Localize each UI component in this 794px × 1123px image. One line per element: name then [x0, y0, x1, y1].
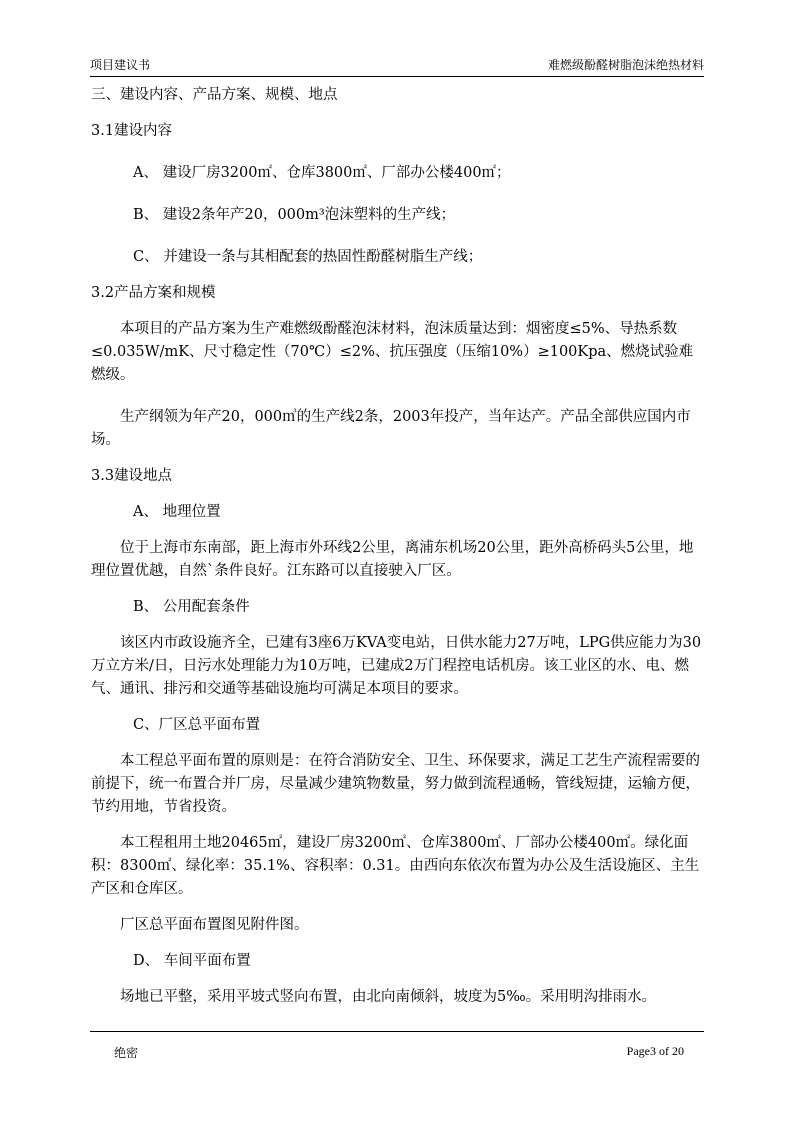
section-3-title: 三、建设内容、产品方案、规模、地点: [91, 87, 338, 103]
header-doc-type: 项目建议书: [90, 58, 151, 72]
section-3-1-item-b: B、 建设2条年产20，000m³泡沫塑料的生产线；: [133, 207, 456, 223]
page-header: [90, 54, 704, 77]
section-3-1-item-a: A、 建设厂房3200㎡、仓库3800㎡、厂部办公楼400㎡；: [133, 165, 511, 181]
section-3-3-c-text-1: 本工程总平面布置的原则是：在符合消防安全、卫生、环保要求，满足工艺生产流程需要的前提下，统一布置合并厂房，尽量减少建筑物数量，努力做到流程通畅，管线短捷，运输方便，节约用地，节省投资。: [91, 753, 700, 815]
section-3-2-paragraph-1: 本项目的产品方案为生产难燃级酚醛泡沫材料，泡沫质量达到：烟密度≤5%、导热系数≤0.035W/mK、尺寸稳定性（70℃）≤2%、抗压强度（压缩10%）≥100Kpa、燃烧试验难燃级。: [91, 321, 694, 383]
footer-rule: [90, 1031, 704, 1032]
section-3-3-a-text: 位于上海市东南部，距上海市外环线2公里，离浦东机场20公里，距外高桥码头5公里，地理位置优越，自然`条件良好。江东路可以直接驶入厂区。: [91, 540, 694, 579]
section-3-3-a-title: A、 地理位置: [133, 504, 221, 520]
section-3-3-d-text: 场地已平整，采用平坡式竖向布置，由北向南倾斜，坡度为5‰。采用明沟排雨水。: [120, 989, 657, 1005]
footer-confidential-label: 绝密: [114, 1046, 139, 1060]
header-doc-title: 难燃级酚醛树脂泡沫绝热材料: [547, 58, 704, 72]
section-3-1-item-c: C、 并建设一条与其相配套的热固性酚醛树脂生产线；: [133, 249, 483, 265]
footer-page-number: Page3 of 20: [626, 1044, 684, 1058]
section-3-3-b-title: B、 公用配套条件: [133, 599, 250, 615]
section-3-3-c-text-3: 厂区总平面布置图见附件图。: [120, 917, 309, 933]
section-3-3-b-text: 该区内市政设施齐全，已建有3座6万KVA变电站，日供水能力27万吨，LPG供应能力为30万立方米/日，日污水处理能力为10万吨，已建成2万门程控电话机房。该工业区的水、电、燃气、通讯、排污和交通等基础设施均可满足本项目的要求。: [91, 635, 702, 697]
section-3-3-c-text-2: 本工程租用土地20465㎡，建设厂房3200㎡、仓库3800㎡、厂部办公楼400㎡。绿化面积：8300㎡、绿化率：35.1%、容积率：0.31。由西向东依次布置为办公及生活设施区、主生产区和仓库区。: [91, 835, 700, 897]
section-3-2-paragraph-2: 生产纲领为年产20，000㎥的生产线2条，2003年投产，当年达产。产品全部供应国内市场。: [91, 409, 691, 448]
section-3-3-title: 3.3建设地点: [91, 468, 173, 484]
section-3-1-title: 3.1建设内容: [91, 123, 173, 139]
section-3-3-d-title: D、 车间平面布置: [133, 953, 251, 969]
page-body: [91, 84, 703, 1009]
section-3-3-c-title: C、厂区总平面布置: [133, 717, 261, 733]
section-3-2-title: 3.2产品方案和规模: [91, 285, 216, 301]
